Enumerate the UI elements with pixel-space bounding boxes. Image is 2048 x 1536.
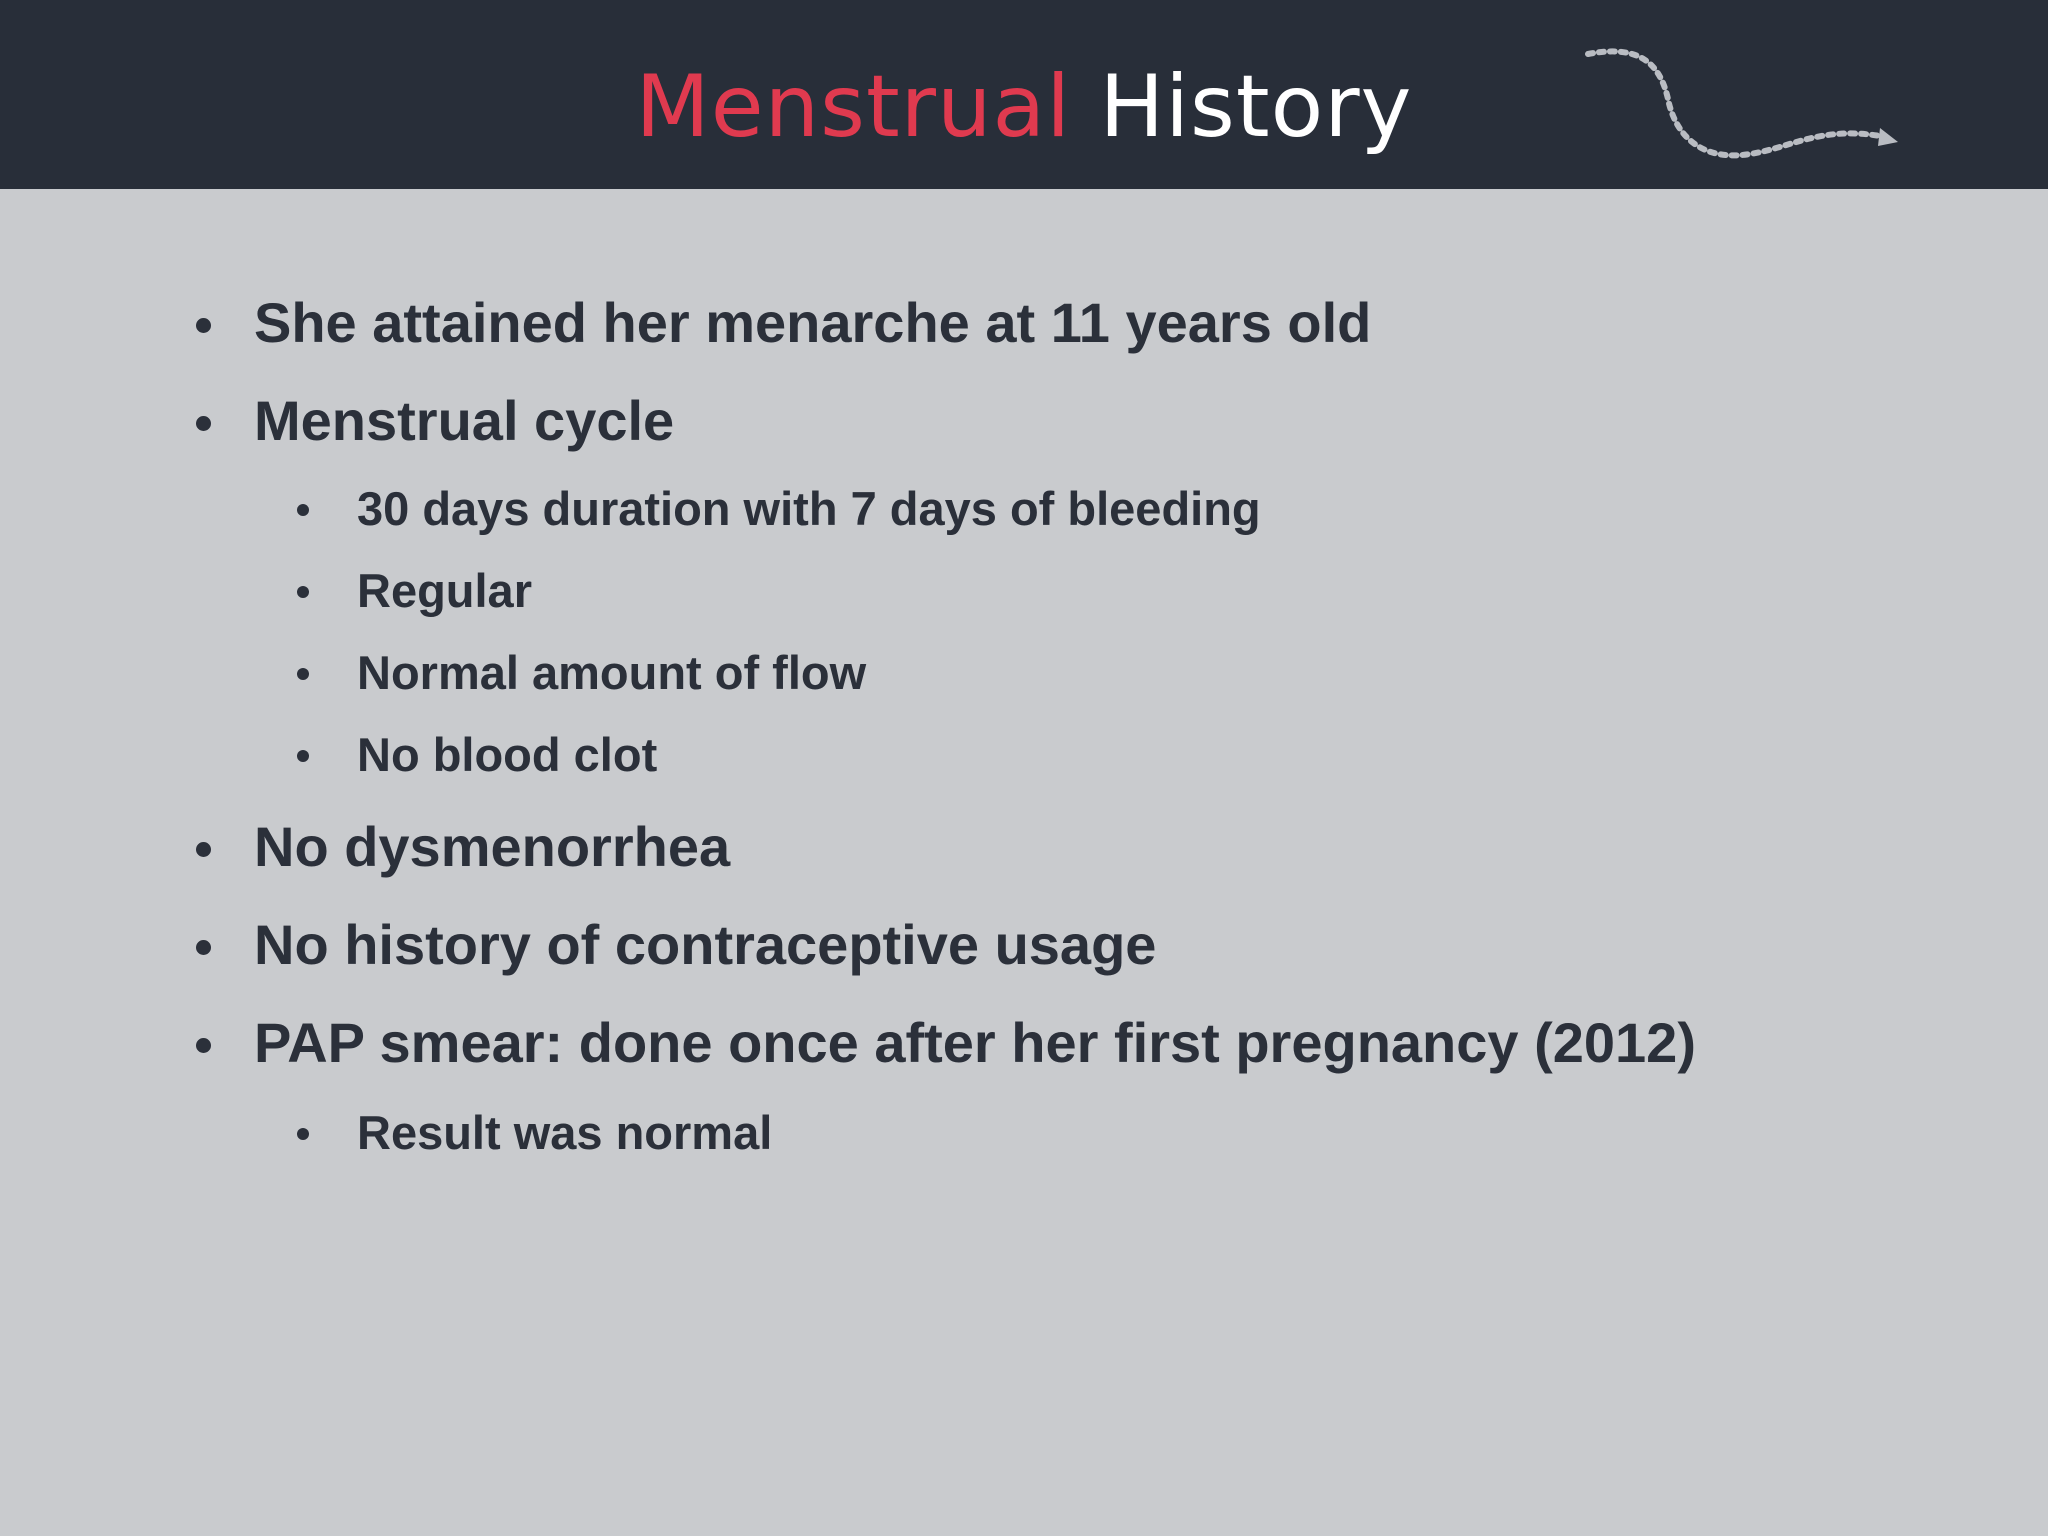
bullet-dot-icon: [196, 416, 211, 431]
list-item: [357, 1103, 772, 1163]
list-item: [357, 561, 532, 621]
bullet-dot-icon: [196, 1038, 211, 1053]
list-item: [357, 725, 657, 785]
title-accent-word: Menstrual: [635, 57, 1072, 157]
bullet-dot-icon: [297, 668, 309, 680]
bullet-dot-icon: [297, 1128, 309, 1140]
bullet-dot-icon: [297, 504, 309, 516]
bullet-dot-icon: [297, 586, 309, 598]
list-item-text: Menstrual cycle: [254, 389, 675, 452]
list-item-text: PAP smear: done once after her first pregnancy (2012): [254, 1011, 1696, 1074]
bullet-dot-icon: [196, 940, 211, 955]
list-item: [254, 812, 730, 882]
list-item: [357, 479, 1261, 539]
list-item-text: Regular: [357, 564, 532, 617]
list-item: [254, 1008, 1696, 1078]
list-item-text: She attained her menarche at 11 years old: [254, 291, 1372, 354]
list-item: [254, 910, 1156, 980]
list-item-text: No history of contraceptive usage: [254, 913, 1157, 976]
list-item: [357, 643, 866, 703]
list-item-text: Normal amount of flow: [357, 646, 867, 699]
list-item-text: 30 days duration with 7 days of bleeding: [357, 482, 1261, 535]
list-item-text: No dysmenorrhea: [254, 815, 731, 878]
list-item: [254, 288, 1371, 358]
bullet-dot-icon: [297, 750, 309, 762]
bullet-dot-icon: [196, 842, 211, 857]
list-item-text: Result was normal: [357, 1106, 773, 1159]
list-item-text: No blood clot: [357, 728, 658, 781]
title-rest-word: History: [1099, 57, 1413, 157]
list-item: [254, 386, 674, 456]
bullet-dot-icon: [196, 318, 211, 333]
